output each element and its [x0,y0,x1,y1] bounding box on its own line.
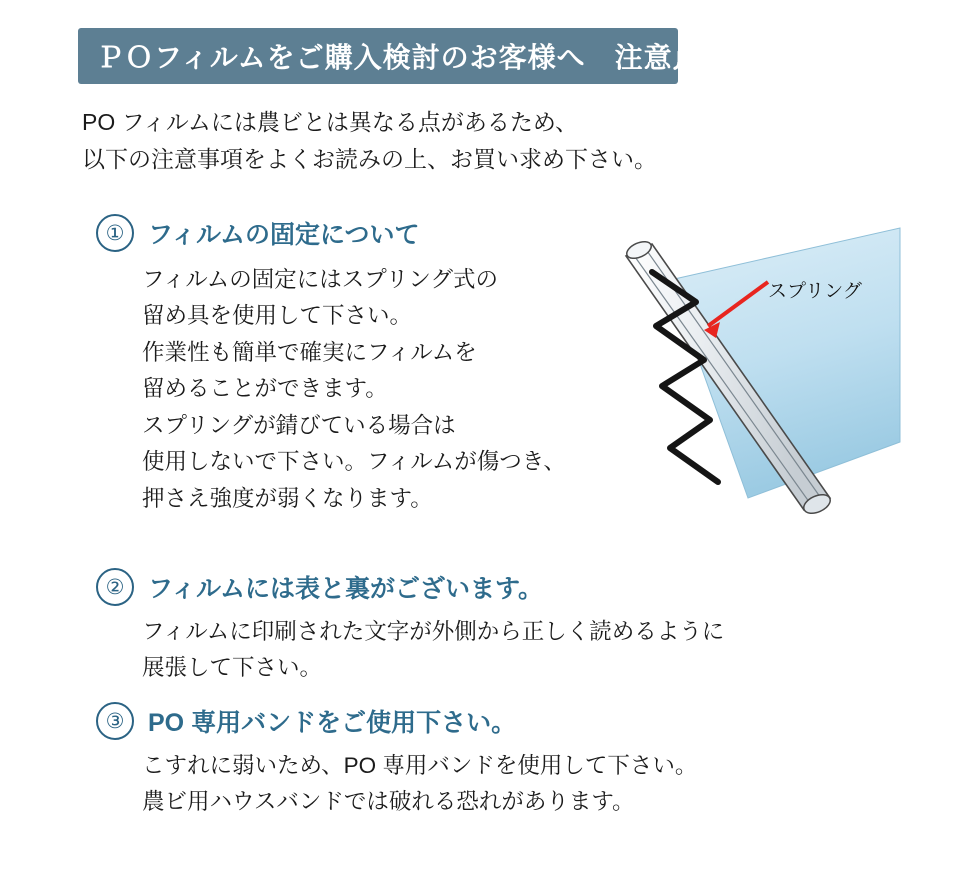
intro-line-1: PO フィルムには農ビとは異なる点があるため、 [82,109,578,135]
section-2-body [142,614,896,687]
intro-paragraph [82,104,862,179]
intro-line-2: 以下の注意事項をよくお読みの上、お買い求め下さい。 [82,146,657,173]
section-film-fixing [96,214,616,517]
spring-label: スプリング [768,281,862,302]
spring-clip-illustration [600,210,970,520]
section-2-heading [96,568,896,606]
section-1-number: ① [96,214,134,252]
section-1-heading [96,214,616,252]
section-1-line-6: 使用しないで下さい。フィルムが傷つき、 [142,449,566,475]
section-2-number: ② [96,568,134,606]
section-front-back [96,568,896,687]
page-title: ＰＯフィルムをご購入検討のお客様へ 注意点 [96,42,702,73]
section-2-line-1: フィルムに印刷された文字が外側から正しく読めるように [142,619,725,644]
section-1-line-3: 作業性も簡単で確実にフィルムを [142,339,477,365]
section-2-line-2: 展張して下さい。 [142,655,323,681]
section-1-heading-text: フィルムの固定について [148,221,420,249]
section-3-line-1: こすれに弱いため、PO 専用バンドを使用して下さい。 [142,753,698,778]
section-1-line-7: 押さえ強度が弱くなります。 [142,485,433,511]
section-1-line-5: スプリングが錆びている場合は [142,412,456,438]
section-3-number: ③ [96,702,134,740]
illustration-svg [600,210,970,520]
section-3-line-2: 農ビ用ハウスバンドでは破れる恐れがあります。 [142,789,635,815]
section-1-line-1: フィルムの固定にはスプリング式の [142,267,498,292]
section-3-body [142,748,896,821]
section-3-heading [96,702,896,740]
section-3-heading-text: PO 専用バンドをご使用下さい。 [148,709,517,737]
header-banner [78,28,702,84]
section-2-heading-text: フィルムには表と裏がございます。 [148,575,544,603]
section-1-body [142,262,616,517]
section-1-line-4: 留めることができます。 [142,376,388,402]
section-1-line-2: 留め具を使用して下さい。 [142,303,413,329]
section-po-band [96,702,896,821]
